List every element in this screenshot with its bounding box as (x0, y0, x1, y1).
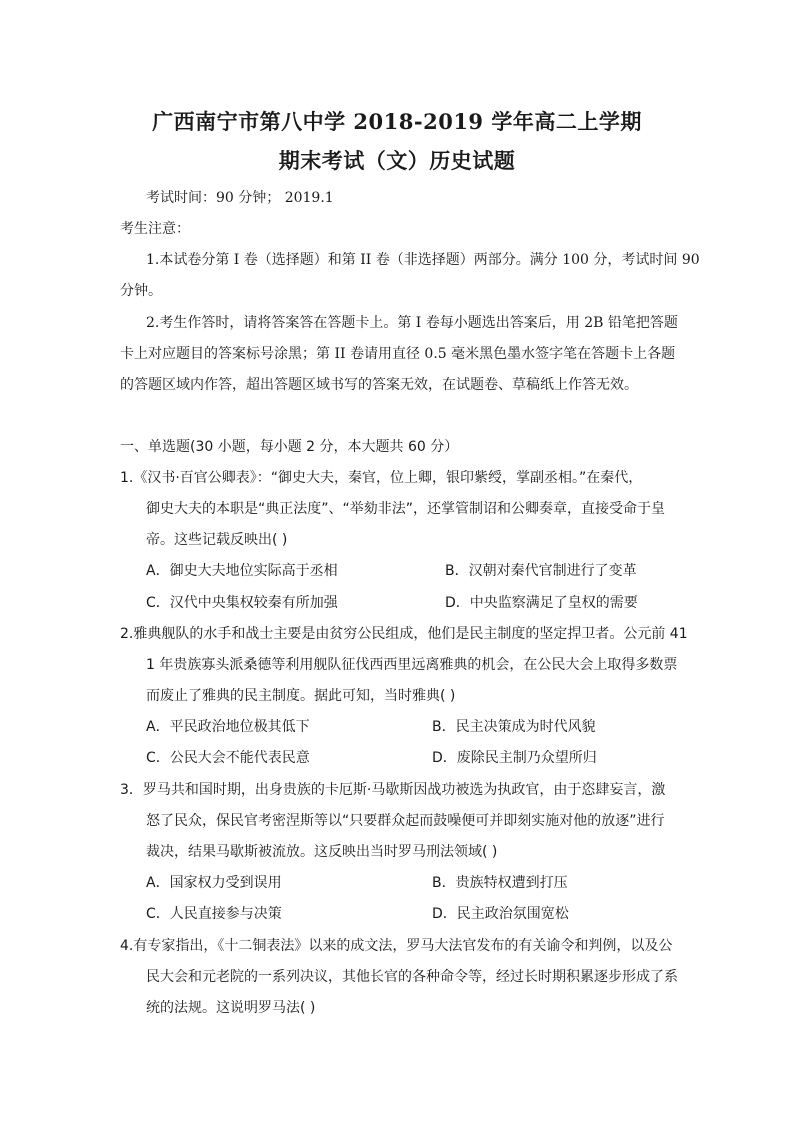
question-stem-line: 帝。这些记载反映出( ) (146, 532, 288, 548)
option-c: C．公民大会不能代表民意 (146, 750, 310, 766)
notice-item2-line2: 卡上对应题目的答案标号涂黑；第 II 卷请用直径 0.5 毫米黑色墨水签字笔在答题卡上各题 (120, 346, 676, 362)
exam-title-line2: 期末考试（文）历史试题 (278, 148, 516, 173)
option-a: A．国家权力受到误用 (146, 875, 282, 891)
question-stem-line: 1.《汉书·百官公卿表》：“御史大夫，秦官，位上卿，银印紫绶，掌副丞相。”在秦代， (120, 470, 643, 486)
option-b: B．汉朝对秦代官制进行了变革 (445, 563, 637, 579)
question-stem-line: 御史大夫的本职是“典正法度”、“举劾非法”，还掌管制诏和公卿奏章，直接受命于皇 (146, 501, 666, 517)
exam-title-line1: 广西南宁市第八中学 2018-2019 学年高二上学期 (152, 109, 642, 134)
question-stem-line: 民大会和元老院的一系列决议，其他长官的各种命令等，经过长时期积累逐步形成了系 (146, 969, 678, 985)
exam-time: 考试时间：90 分钟； 2019.1 (146, 190, 334, 206)
notice-item1-line2: 分钟。 (120, 283, 162, 299)
question-stem-line: 而废止了雅典的民主制度。据此可知，当时雅典( ) (146, 688, 456, 704)
question-stem-line: 4.有专家指出，《十二铜表法》以来的成文法，罗马大法官发布的有关谕令和判例，以及公 (120, 938, 673, 954)
option-c: C．汉代中央集权较秦有所加强 (146, 595, 338, 611)
question-stem-line: 2.雅典舰队的水手和战士主要是由贫穷公民组成，他们是民主制度的坚定捍卫者。公元前 41 (120, 626, 688, 642)
option-a: A．平民政治地位极其低下 (146, 719, 310, 735)
option-d: D．中央监察满足了皇权的需要 (445, 595, 638, 611)
question-stem-line: 裁决，结果马歇斯被流放。这反映出当时罗马刑法领域( ) (146, 844, 498, 860)
notice-item2-line3: 的答题区域内作答，超出答题区域书写的答案无效，在试题卷、草稿纸上作答无效。 (120, 377, 638, 393)
question-stem-line: 3．罗马共和国时期，出身贵族的卡厄斯·马歇斯因战功被选为执政官，由于恣肆妄言，激 (120, 782, 666, 798)
notice-item1-line1: 1.本试卷分第 I 卷（选择题）和第 II 卷（非选择题）两部分。满分 100 分，考试时间 90 (146, 252, 700, 268)
option-b: B．贵族特权遭到打压 (432, 875, 568, 891)
question-stem-line: 统的法规。这说明罗马法( ) (146, 1000, 316, 1016)
notice-heading: 考生注意： (120, 221, 190, 237)
option-a: A．御史大夫地位实际高于丞相 (146, 563, 338, 579)
option-d: D．民主政治氛围宽松 (432, 906, 569, 922)
notice-item2-line1: 2.考生作答时，请将答案答在答题卡上。第 I 卷每小题选出答案后，用 2B 铅笔把答题 (146, 315, 678, 331)
question-stem-line: 怒了民众，保民官考密涅斯等以“只要群众起而鼓噪便可并即刻实施对他的放逐”进行 (146, 813, 665, 829)
option-c: C．人民直接参与决策 (146, 906, 282, 922)
question-stem-line: 1 年贵族寡头派桑德等利用舰队征伐西西里远离雅典的机会，在公民大会上取得多数票 (146, 657, 678, 673)
option-d: D．废除民主制乃众望所归 (432, 750, 597, 766)
option-b: B．民主决策成为时代风貌 (432, 719, 596, 735)
section-heading: 一、单选题(30 小题，每小题 2 分，本大题共 60 分） (120, 439, 459, 455)
